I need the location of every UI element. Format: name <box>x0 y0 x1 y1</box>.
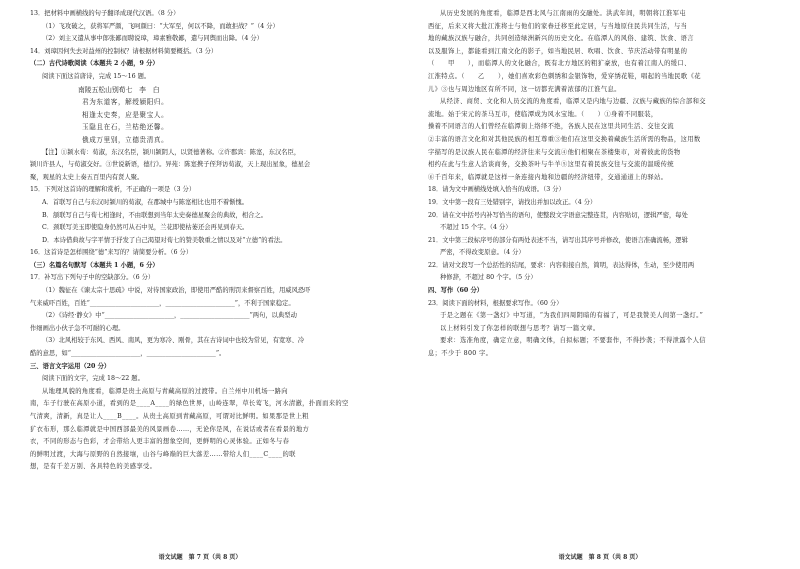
right-text-line: 字描写的是汉族人民在临潭的经济往来与交流④他们相聚在茶楼集市，对着彼此的货物 <box>428 148 681 156</box>
left-text-line: 南陵五松山别荀七 李 白 <box>78 85 160 94</box>
left-text-line: 15．下列对这首诗的理解和赏析，不正确的一项是（3 分） <box>30 186 196 194</box>
left-text-line: 从地理风貌的角度看，临潭是贵土高原与青藏高原的过渡带。自兰州中川机场一路向 <box>42 387 288 395</box>
exam-page-right <box>400 0 800 569</box>
left-text-line: 聚，观星的太史上奏五百里内有贤人聚。 <box>30 173 144 181</box>
right-text-line: 20．请在文中括号内补写恰当的语句，使整段文字语意完整连贯，内容贴切，逻辑严密，每处 <box>428 211 688 219</box>
left-text-line: 颍川许县人，与荀淑交好。③世说新语，德行》。异苑：陈寔携子侄拜访荀淑，天上现出星象，德星会 <box>30 161 311 169</box>
right-text-line: 要求：选准角度，确定立意，明确文体，自拟标题；不要套作，不得抄袭；不得泄露个人信 <box>440 337 706 345</box>
left-text-line: 南，车子行驶在高原小道，看到的是____A____的绿色世界，山岭连翠，草长莺飞，河水清澈，扑面而来的空 <box>30 400 349 408</box>
right-text-line: 以及服饰上，都能看到江南文化的影子，如当地民居、吹唱、饮食、节庆活动带有明显的 <box>428 47 688 55</box>
left-text-line: 阅读下面这首唐诗，完成 15～16 题。 <box>42 72 151 80</box>
left-text-line: 气来威吓百姓，百姓“______________________，______________________”，不利于国家稳定。 <box>30 299 295 307</box>
left-text-line: 犷衣布形，那么临潭就是中国西部最美的风景画卷……，无论你是风，在说话或者在看景的地方 <box>30 425 310 433</box>
right-text-line: 于是之题在《第一盏灯》中写道，“为我们四周阴暗的有福了，可是我赞美人间第一盏灯。” <box>440 312 704 320</box>
left-text-line: 16．这首诗是怎样围绕“德”来写的？请简要分析。（6 分） <box>30 249 193 257</box>
left-text-line: （二）古代诗歌阅读（本题共 2 小题，9 分） <box>30 60 159 68</box>
right-text-line: 江淮特点。（ 乙 ），她们喜欢彩色刺绣和金银饰物，爱穿绣花鞋，唱起的当地民歌《花 <box>428 72 701 80</box>
left-text-line: 三、语言文字运用（20 分） <box>30 362 111 370</box>
left-text-line: 君为东道客，解绶颍阳归。 <box>82 98 169 107</box>
left-text-line: 的鲜明过渡，大海与原野的自然接壤，山谷与峰巅的巨大落差……带给人们____C____的联 <box>30 450 296 458</box>
left-text-line: 酷的意思，如“______________________，______________________”。 <box>30 350 226 358</box>
right-text-line: 22．请对文段写一个总括性的结尾，要求：内容衔接自然，简明，表达得体，生动，至少使用两 <box>428 261 695 269</box>
right-text-line: 19．文中第一段有三处错别字，请找出并加以改正。（4 分） <box>428 198 597 206</box>
right-text-line: 以上材料引发了你怎样的联想与思考？请写一篇文章。 <box>440 324 600 332</box>
left-text-line: （1）魏征在《谏太宗十思疏》中说，对待国家政治，即使用严酷的刑罚来督察百姓，用威风恐吓 <box>42 287 311 295</box>
left-text-line: D．本诗借典故与字平情于抒发了自己渴望对荀七的赞美敬重之情以及对“立德”的看法。 <box>42 236 287 244</box>
right-text-line: 从历史发展的角度看，临潭是西北风与江南雨的交融处。洪武年间，明朝将江淮军屯 <box>440 10 686 17</box>
right-text-line: 流地。始于宋元的茶马互市，使临潭成为风水宝地。（ ）①身着不同服装， <box>428 110 658 118</box>
page-footer-left: 语文试题 第 7 页（共 8 页） <box>158 554 242 562</box>
left-text-line: B．颔联写自己与荀七相逢时，不由联想到当年太史奏德星聚会的典故，相合之。 <box>42 211 268 219</box>
right-text-line: 18．请为文中画横线处填入恰当的成语。（3 分） <box>428 186 565 194</box>
right-text-line: 23．阅读下面的材料，根据要求写作。（60 分） <box>428 299 563 307</box>
right-text-line: 种修辞，不超过 80 个字。（5 分） <box>440 274 537 282</box>
right-text-line: 21．文中第三段标序号的部分有两处表述不当，请写出其序号并修改，使语言准确流畅，逻辑 <box>428 236 688 244</box>
right-text-line: ②丰富的语言文化和对其他民族的相互尊重③他们在这里交换着藏族生活所需的物品，这用数 <box>428 135 701 143</box>
left-text-line: （1）飞攻破之，获将军严颜，飞呵颜曰：“大军至，何以不降，而敢拒战？”（4 分） <box>42 22 279 30</box>
left-text-line: 作细画出小伙子急不可耐的心理。 <box>30 324 125 332</box>
left-text-line: （3）北风相较于东风、西风、南风，更为寒冷、刚骨，其在古诗词中也较为常见，有宽寒、冷 <box>42 337 305 345</box>
right-text-line: 儿》③也与周边地区有所不同，这一切都充满着浓郁的江淮气息。 <box>428 85 621 93</box>
left-text-line: 气清爽，清新，真是让人____B____。从贵土高原到青藏高原，可谓对比鲜明。如果那是世上粗 <box>30 413 309 420</box>
right-text-line: 严密，不得改变原意。（4 分） <box>440 249 525 257</box>
right-text-line: （ 甲 ），而临潭人的文化融合，既有北方地区的粗犷豪放，也有着江南人的缓口、 <box>428 60 691 68</box>
left-text-line: （2）《诗经·静女》中“______________________，______________________”两句，以典型动 <box>42 312 297 320</box>
right-content <box>428 8 778 361</box>
right-text-line: ⑥千百年来，临潭就是这样一条连接内地和边疆的经济纽带，交通通道上的驿站。 <box>428 173 668 181</box>
left-text-line: 玉隐且在石，兰枯绝还馨。 <box>82 123 169 132</box>
left-text-line: 14．刘璋因何失去对益州的控制权？请根据材料简要概括。（3 分） <box>30 47 218 55</box>
left-text-line: （三）名篇名句默写（本题共 1 小题，6 分） <box>30 261 159 269</box>
right-text-line: 操着不同语言的人们曾经在临潭街上络绎不绝，各族人民在这里共同生活、交往交流 <box>428 123 674 131</box>
right-text-line: 四、写作（60 分） <box>428 287 484 295</box>
left-text-line: 17．补写出下列句子中的空缺部分。（6 分） <box>30 274 155 282</box>
right-text-line: 地的藏族汉族与融合，共同创造绿洲新兴的历史文化。在临潭人的风俗、建筑、饮食、语言 <box>428 35 694 43</box>
left-text-line: A．首联写自己与东汉时颍川的荀淑，在郡城中与陈寔相比也用不着惭愧。 <box>42 198 249 206</box>
left-text-line: （2）刘主又遣从事中郎张鄙而聘说璋，璋素雅敬鄙，遣与同舆而出降。（4 分） <box>42 35 263 43</box>
left-text-line: 想，是有千差万别、各具特色的美感享受。 <box>30 463 157 471</box>
right-text-line: 相约在此与生意人洽谈商务，交换茶叶与牛羊⑤这里有着民族交往与交流的温暖传统 <box>428 161 674 169</box>
left-text-line: 【注】①颍水荀：荀淑，东汉名臣，颍川颍阴人，以贤德著称。②许郡宾：陈寔，东汉名臣， <box>42 148 301 156</box>
left-text-line: 13．把材料中画横线的句子翻译成现代汉语。（8 分） <box>30 10 180 17</box>
right-text-line: 不超过 15 个字。（4 分） <box>440 224 512 232</box>
left-text-line: C．颈联写美玉即使隐身仍然可从石中见，兰花即使枯萎还会再见到春天。 <box>42 224 249 232</box>
right-text-line: 西征，后来又将大批江淮将士与他们的家眷迁移至此定居，与当地原住民共同生活，与当 <box>428 22 688 30</box>
right-text-line: 从经济、商贸、文化和人员交流的角度看，临潭又是内地与边疆、汉族与藏族的综合部和交 <box>440 98 706 106</box>
left-content <box>30 8 386 474</box>
page-footer-right: 语文试题 第 8 页（共 8 页） <box>558 554 642 562</box>
right-text-line: 息；不少于 800 字。 <box>428 350 493 358</box>
left-text-line: 相逢太史奏，应是聚宝人。 <box>82 110 169 119</box>
left-text-line: 俄成万里别，立德贵清真。 <box>82 135 169 144</box>
left-text-line: 阅读下面的文字，完成 18～22 题。 <box>42 375 144 383</box>
left-text-line: 衣，不同的形态与色彩，才会带给人更丰富的想象空间，更鲜明的心灵体验。正如冬与春 <box>30 438 290 446</box>
